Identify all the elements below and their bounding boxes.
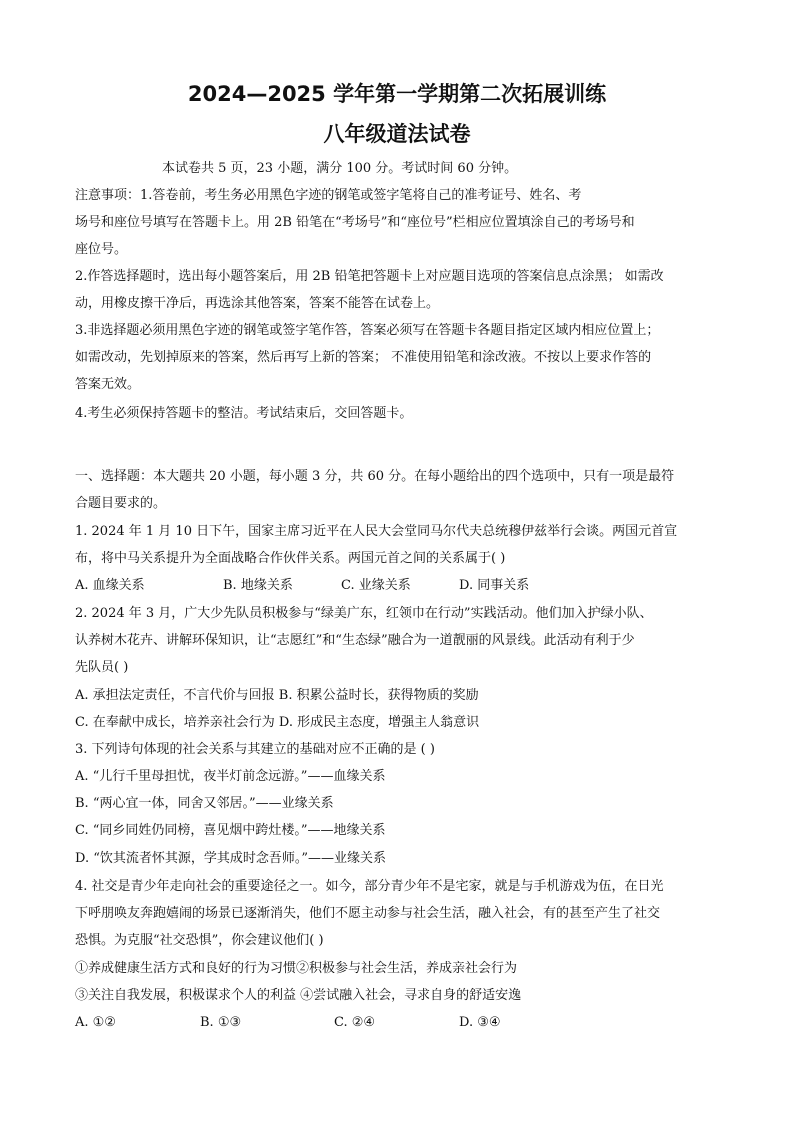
notes-line: 3.非选择题必须用黑色字迹的钢笔或签字笔作答，答案必须写在答题卡各题目指定区域内相应位置上； <box>75 323 660 338</box>
option-row: C. 在奉献中成长，培养亲社会行为 D. 形成民主态度，增强主人翁意识 <box>75 715 480 730</box>
option-row: A. 承担法定责任，不言代价与回报 B. 积累公益时长，获得物质的奖励 <box>75 688 479 703</box>
option-b: B. ①③ <box>200 1015 242 1030</box>
option-a: A. ①② <box>75 1015 116 1030</box>
question-line: 4. 社交是青少年走向社会的重要途径之一。如今，部分青少年不是宅家，就是与手机游戏为伍，在日光 <box>75 879 664 894</box>
question-line: 3. 下列诗句体现的社会关系与其建立的基础对应不正确的是 ( ) <box>75 742 435 757</box>
option-a: A. 血缘关系 <box>75 578 145 593</box>
option-d: D. 同事关系 <box>459 578 530 593</box>
option-b: B. “两心宜一体，同舍又邻居。”——业缘关系 <box>75 796 334 811</box>
notes-line: 2.作答选择题时，选出每小题答案后，用 2B 铅笔把答题卡上对应题目选项的答案信息点涂黑； 如需改 <box>75 269 664 284</box>
exam-title: 2024—2025 学年第一学期第二次拓展训练 <box>187 82 607 106</box>
option-d: D. ③④ <box>459 1015 501 1030</box>
section-heading: 合题目要求的。 <box>75 496 167 511</box>
exam-intro: 本试卷共 5 页，23 小题，满分 100 分。考试时间 60 分钟。 <box>162 161 518 176</box>
notes-line: 如需改动，先划掉原来的答案，然后再写上新的答案； 不准使用铅笔和涂改液。不按以上要求作答的 <box>75 350 652 365</box>
question-line: 1. 2024 年 1 月 10 日下午，国家主席习近平在人民大会堂同马尔代夫总统穆伊兹举行会谈。两国元首宣 <box>75 524 678 539</box>
notes-line: 座位号。 <box>75 242 128 257</box>
notes-line: 场号和座位号填写在答题卡上。用 2B 铅笔在“考场号”和“座位号”栏相应位置填涂自己的考场号和 <box>75 215 635 230</box>
notes-line: 答案无效。 <box>75 377 141 392</box>
option-c: C. ②④ <box>334 1015 376 1030</box>
option-c: C. “同乡同姓仍同榜，喜见烟中跨灶楼。”——地缘关系 <box>75 823 386 838</box>
statement-line: ③关注自我发展，积极谋求个人的利益 ④尝试融入社会，寻求自身的舒适安逸 <box>75 988 522 1003</box>
notes-line: 动，用橡皮擦干净后，再选涂其他答案，答案不能答在试卷上。 <box>75 296 440 311</box>
option-c: C. 业缘关系 <box>341 578 411 593</box>
option-d: D. “饮其流者怀其源，学其成时念吾师。”——业缘关系 <box>75 851 387 866</box>
question-line: 2. 2024 年 3 月，广大少先队员积极参与“绿美广东，红领巾在行动”实践活动。他们加入护绿小队、 <box>75 606 653 621</box>
notes-line: 注意事项：1.答卷前，考生务必用黑色字迹的钢笔或签字笔将自己的准考证号、姓名、考 <box>75 188 582 203</box>
question-line: 恐惧。为克服“社交恐惧”，你会建议他们( ) <box>75 933 324 948</box>
section-heading: 一、选择题：本大题共 20 小题，每小题 3 分，共 60 分。在每小题给出的四个选项中，只有一项是最符 <box>75 469 675 484</box>
question-line: 先队员( ) <box>75 660 129 675</box>
question-line: 布，将中马关系提升为全面战略合作伙伴关系。两国元首之间的关系属于( ) <box>75 551 506 566</box>
option-a: A. “儿行千里母担忧，夜半灯前念远游。”——血缘关系 <box>75 769 386 784</box>
question-line: 下呼朋唤友奔跑嬉闹的场景已逐渐消失，他们不愿主动参与社会生活，融入社会，有的甚至产生了社交 <box>75 906 661 921</box>
notes-line: 4.考生必须保持答题卡的整洁。考试结束后，交回答题卡。 <box>75 406 413 421</box>
option-b: B. 地缘关系 <box>223 578 293 593</box>
statement-line: ①养成健康生活方式和良好的行为习惯②积极参与社会生活，养成亲社会行为 <box>75 961 518 976</box>
question-line: 认养树木花卉、讲解环保知识，让“志愿红”和“生态绿”融合为一道靓丽的风景线。此活动有利于少 <box>75 633 635 648</box>
exam-subtitle: 八年级道法试卷 <box>323 122 471 146</box>
